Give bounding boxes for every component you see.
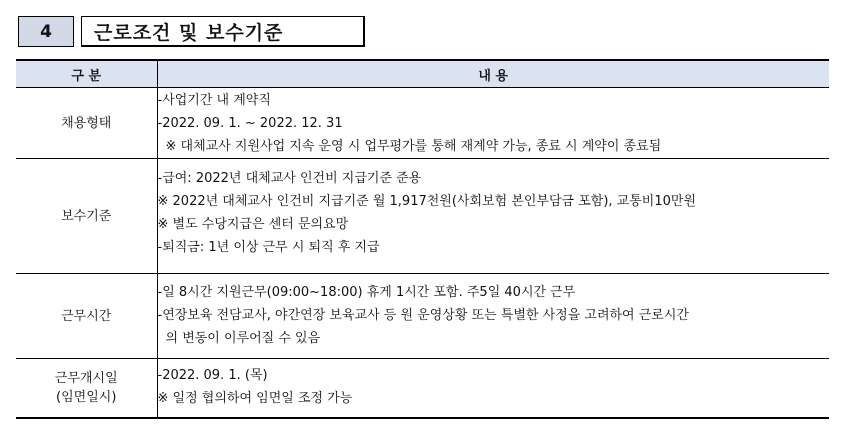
content-line: ※ 2022년 대체교사 인건비 지급기준 월 1,917천원(사회보험 본인부담금 포함), 교통비10만원: [157, 194, 697, 209]
row-category: [16, 159, 157, 274]
row-content: [157, 88, 829, 159]
header-category: 구 분: [16, 60, 157, 88]
conditions-table: [16, 59, 829, 419]
category-label: 채용형태: [61, 115, 112, 131]
section-title: 근로조건 및 보수기준: [81, 16, 365, 47]
category-label: 근무시간: [61, 308, 112, 324]
row-category: [16, 359, 157, 418]
row-content: [157, 159, 829, 274]
content-line: 의 변동이 이루어질 수 있음: [165, 331, 321, 346]
content-line: -급여: 2022년 대체교사 인건비 지급기준 준용: [157, 171, 422, 186]
row-category: [16, 88, 157, 159]
content-line: -연장보육 전담교사, 야간연장 보육교사 등 원 운영상황 또는 특별한 사정을 고려하여 근로시간: [157, 308, 689, 323]
content-line: ※ 일정 협의하여 임면일 조정 가능: [157, 391, 353, 406]
row-content: [157, 359, 829, 418]
table-row: [16, 88, 829, 159]
content-line: -2022. 09. 1. ~ 2022. 12. 31: [157, 116, 343, 131]
content-line: -사업기간 내 계약직: [157, 93, 271, 108]
row-content: [157, 274, 829, 359]
section-number: 4: [18, 16, 74, 47]
content-line: ※ 대체교사 지원사업 지속 운영 시 업무평가를 통해 재계약 가능, 종료 시 계약이 종료됨: [165, 139, 662, 154]
content-line: ※ 별도 수당지급은 센터 문의요망: [157, 217, 349, 232]
section-header: [18, 16, 365, 47]
table-row: [16, 359, 829, 418]
header-content: 내 용: [157, 60, 829, 88]
category-label: (임면일시): [56, 389, 117, 405]
category-label: 보수기준: [61, 208, 112, 224]
content-line: -일 8시간 지원근무(09:00~18:00) 휴게 1시간 포함. 주5일 40시간 근무: [157, 285, 576, 300]
table-row: [16, 159, 829, 274]
category-label: 근무개시일: [54, 370, 118, 386]
table-header-row: [16, 60, 829, 88]
content-line: -2022. 09. 1. (목): [157, 368, 268, 383]
row-category: [16, 274, 157, 359]
table-row: [16, 274, 829, 359]
content-line: -퇴직금: 1년 이상 근무 시 퇴직 후 지급: [157, 240, 380, 255]
